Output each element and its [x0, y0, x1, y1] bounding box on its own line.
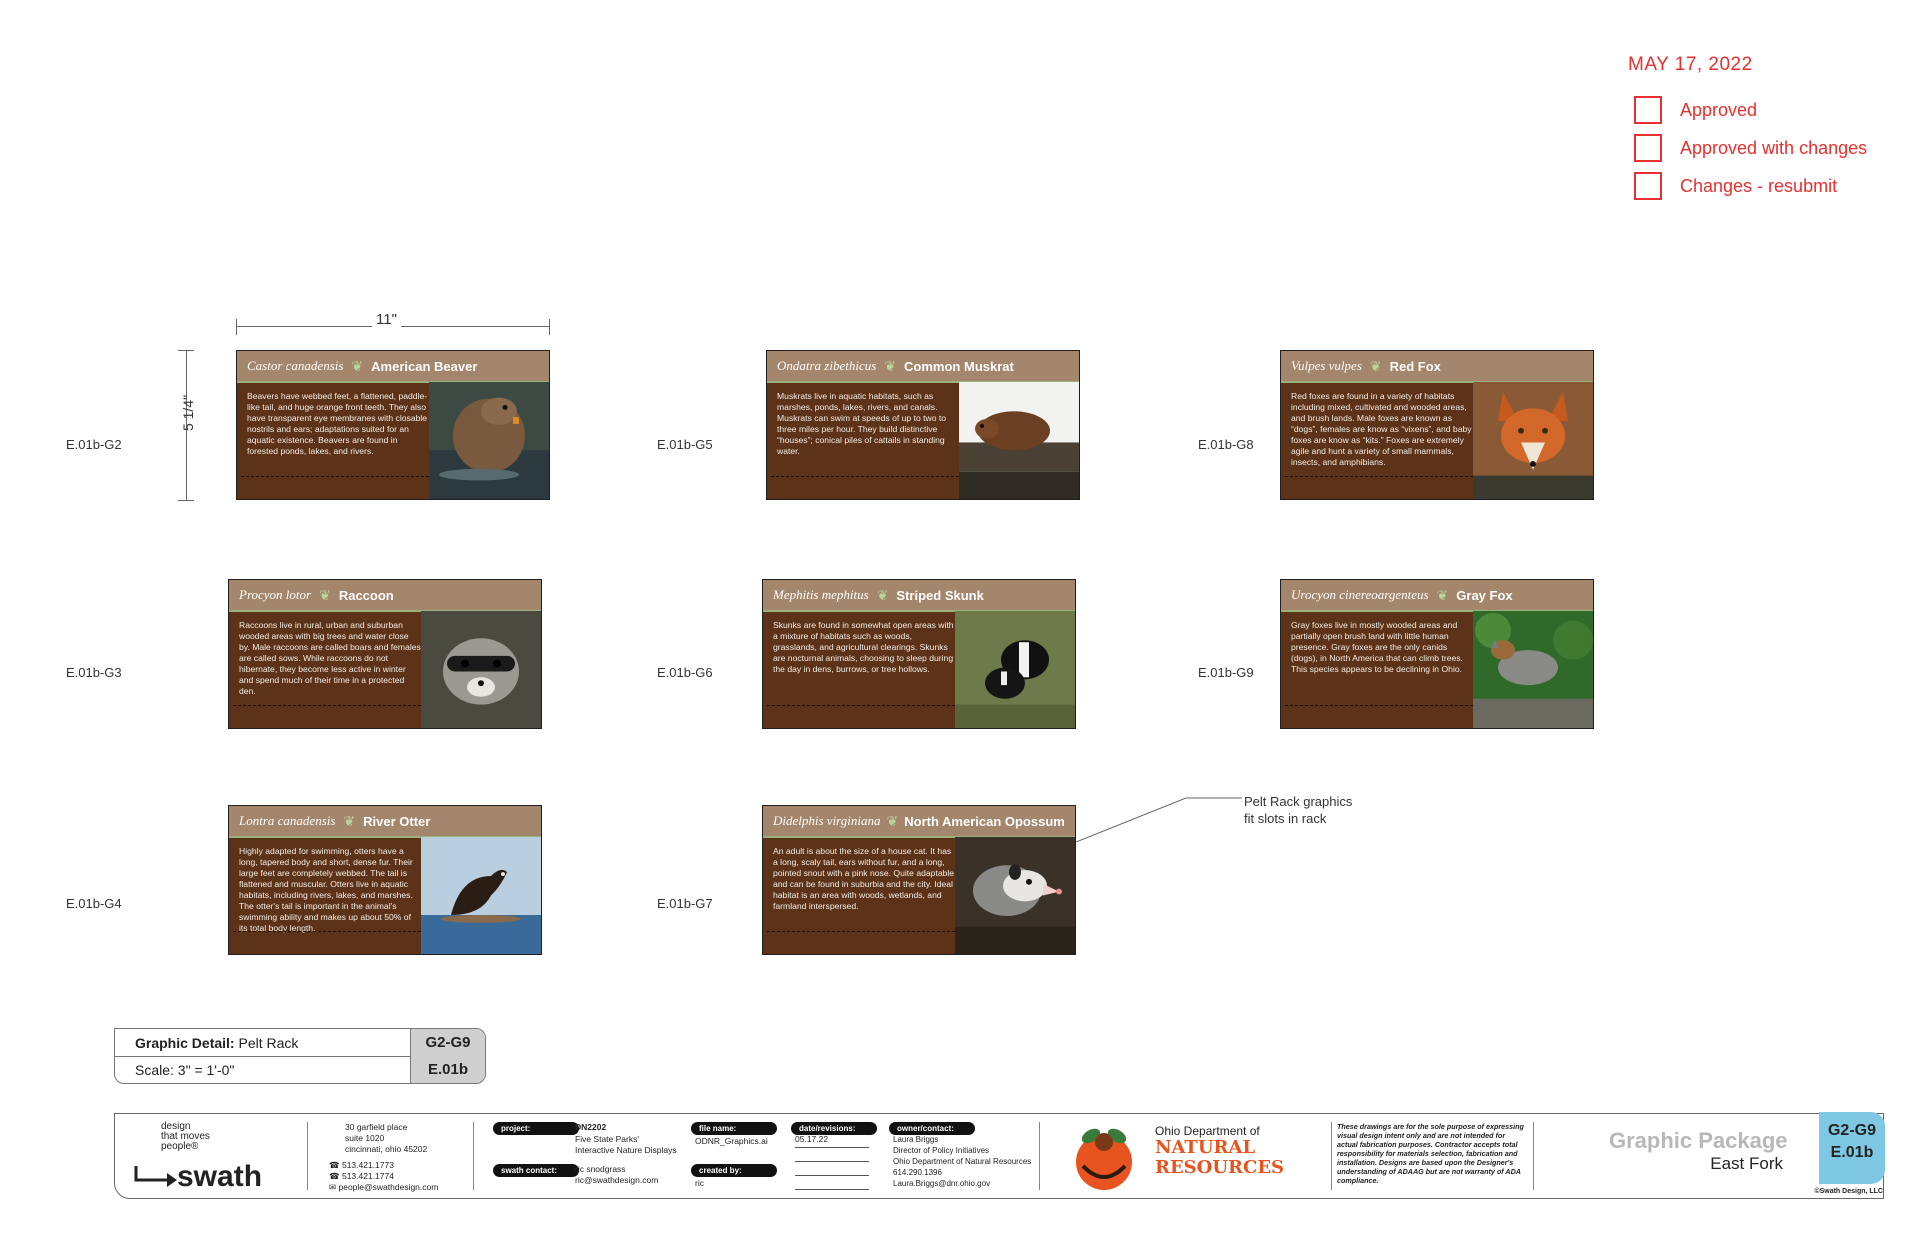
common-name: American Beaver	[371, 358, 478, 374]
height-dimension-tick-bottom	[178, 500, 194, 501]
approval-date: MAY 17, 2022	[1628, 54, 1753, 75]
cut-line	[241, 476, 429, 477]
height-dimension-label: 5 1/4"	[180, 394, 197, 432]
sign-description: Highly adapted for swimming, otters have a long, tapered body and short, dense fur. Their large feet are completely webbed. The tail is flattened and muscular. Otters live in aquatic habitats, including rivers, lakes, and marshes. The otter's tail is important in the animal's swimming ability and makes up about 50% of its total body length.	[239, 846, 413, 933]
cut-line	[233, 705, 421, 706]
disclaimer: These drawings are for the sole purpose of expressing visual design intent only and are not intended for actual fabrication purposes. Contractor accepts total responsibility for materials selection, fabrication and installation. Designs are based upon the Designer's understanding of ADAAG but are not warranty of ADA compliance.	[1337, 1122, 1524, 1185]
project-label: project:	[493, 1122, 579, 1135]
approval-option-approved-with-changes[interactable]	[1634, 134, 1867, 162]
revision-date: 05.17.22	[795, 1134, 829, 1144]
odnr-name-line1: Ohio Department of	[1155, 1124, 1260, 1138]
detail-code-bottom: E.01b	[410, 1056, 485, 1083]
swath-contact-info: ☎ 513.421.1773 ☎ 513.421.1774 ✉ people@swathdesign.com	[329, 1160, 439, 1192]
scientific-name: Procyon lotor	[239, 587, 312, 602]
callout-line-1: Pelt Rack graphics	[1244, 794, 1353, 809]
leaf-icon: ❦	[884, 357, 897, 374]
sign-common-muskrat	[766, 350, 1080, 500]
owner-contact: Laura Briggs Director of Policy Initiatives Ohio Department of Natural Resources 614.290.1396 Laura.Briggs@dnr.ohio.gov	[893, 1135, 1032, 1188]
leaf-icon: ❦	[1369, 357, 1382, 374]
sign-code-g4: E.01b-G4	[66, 896, 122, 911]
detail-code-top: G2-G9	[410, 1029, 485, 1056]
scientific-name: Urocyon cinereoargenteus	[1291, 587, 1429, 602]
gray-fox-photo	[1473, 611, 1593, 728]
common-name: Red Fox	[1389, 358, 1441, 374]
height-dimension-tick-top	[178, 350, 194, 351]
sign-raccoon	[228, 579, 542, 729]
width-dimension-label: 11"	[372, 311, 401, 328]
sign-american-beaver	[236, 350, 550, 500]
skunk-photo	[955, 611, 1075, 728]
approval-option-approved[interactable]	[1634, 96, 1757, 124]
swath-address: 30 garfield place suite 1020 cincinnati, ohio 45202	[345, 1122, 428, 1154]
sign-description: Muskrats live in aquatic habitats, such as marshes, ponds, lakes, rivers, and canals. Muskrats can swim at speeds of up to two to three miles per hour. They build distinctive “houses”; conical piles of cattails in standing water.	[777, 391, 947, 456]
common-name: River Otter	[363, 813, 431, 829]
graphic-package-title: Graphic Package	[1609, 1128, 1788, 1153]
sign-north-american-opossum	[762, 805, 1076, 955]
approval-option-changes-resubmit[interactable]	[1634, 172, 1837, 200]
sign-code-g9: E.01b-G9	[1198, 665, 1254, 680]
sign-code-g2: E.01b-G2	[66, 437, 122, 452]
sign-description: Beavers have webbed feet, a flattened, paddle-like tail, and huge orange front teeth. They also have transparent eye membranes with closable nostrils and ears; adaptations suited for an aquatic existence. Beavers are found in forested ponds, lakes, and rivers.	[247, 391, 428, 456]
sign-code-g3: E.01b-G3	[66, 665, 122, 680]
file-name: ODNR_Graphics.ai	[695, 1136, 768, 1146]
title-block	[114, 1113, 1884, 1199]
swath-logo: swath	[177, 1160, 263, 1193]
detail-scale: Scale: 3" = 1'-0"	[135, 1061, 235, 1078]
cut-line	[771, 476, 959, 477]
approved-with-changes-label: Approved with changes	[1680, 137, 1868, 158]
scientific-name: Castor canadensis	[247, 358, 344, 373]
common-name: Striped Skunk	[896, 587, 984, 603]
scientific-name: Vulpes vulpes	[1291, 358, 1362, 373]
approved-checkbox[interactable]	[1634, 96, 1662, 124]
sign-red-fox	[1280, 350, 1594, 500]
callout-leader-line	[1076, 794, 1246, 844]
detail-label-bold: Graphic Detail:	[135, 1034, 235, 1051]
sign-code-g8: E.01b-G8	[1198, 437, 1254, 452]
approved-label: Approved	[1680, 99, 1758, 120]
sign-gray-fox	[1280, 579, 1594, 729]
red-fox-photo	[1473, 382, 1593, 499]
sheet-code-top: G2-G9	[1827, 1122, 1876, 1139]
owner-contact-label: owner/contact:	[889, 1122, 975, 1135]
common-name: North American Opossum	[904, 813, 1065, 829]
leaf-icon: ❦	[1436, 586, 1449, 603]
odnr-logo-icon	[1069, 1122, 1139, 1192]
scientific-name: Lontra canadensis	[239, 813, 336, 828]
date-revisions-label: date/revisions:	[791, 1122, 877, 1135]
sign-description: Red foxes are found in a variety of habitats including mixed, cultivated and wooded areas, and brush lands. Male foxes are known as “dogs”, females are know as “vixens”, and baby foxes are know as “kits.” Foxes are extremely agile and hunt a variety of small mammals, insects, and amphibians.	[1291, 391, 1472, 467]
swath-contact: ric snodgrass ric@swathdesign.com	[575, 1164, 659, 1185]
file-name-label: file name:	[691, 1122, 777, 1135]
sign-code-g7: E.01b-G7	[657, 896, 713, 911]
sign-striped-skunk	[762, 579, 1076, 729]
email-icon: ✉	[329, 1182, 337, 1192]
sign-description: Skunks are found in somewhat open areas with a mixture of habitats such as woods, grasslands, and agricultural clearings. Skunks are nocturnal animals, choosing to sleep during the day in dens, burrows, or tree hollows.	[773, 620, 954, 674]
opossum-photo	[955, 837, 1075, 954]
graphic-detail-box	[114, 1028, 486, 1084]
sign-code-g6: E.01b-G6	[657, 665, 713, 680]
leaf-icon: ❦	[876, 586, 889, 603]
swath-arrow-logo	[133, 1164, 179, 1190]
sign-description: Raccoons live in rural, urban and suburban wooded areas with big trees and water close by. Male raccoons are called boars and females are called sows. While raccoons do not hibernate, they become less active in winter and spend much of their time in a protected den.	[239, 620, 421, 696]
cut-line	[233, 931, 421, 932]
changes-resubmit-label: Changes - resubmit	[1680, 175, 1838, 196]
cut-line	[1285, 476, 1473, 477]
sign-description: Gray foxes live in mostly wooded areas and partially open brush land with little human presence. Gray foxes are the only canids (dogs), in North America that can climb trees. This species appears to be declining in Ohio.	[1291, 620, 1463, 674]
location-name: East Fork	[1710, 1154, 1783, 1173]
callout-note	[1244, 793, 1352, 827]
sheet-code-badge	[1819, 1112, 1885, 1184]
project-code: DN2202	[575, 1122, 607, 1132]
leaf-icon: ❦	[343, 812, 356, 829]
brand-tagline: design that moves people®	[161, 1121, 210, 1152]
created-by: ric	[695, 1178, 704, 1188]
scientific-name: Didelphis virginiana	[773, 813, 881, 828]
leaf-icon: ❦	[351, 357, 364, 374]
odnr-name-main: NATURAL RESOURCES	[1155, 1137, 1285, 1178]
phone-icon: ☎	[329, 1160, 340, 1170]
cut-line	[767, 705, 955, 706]
swath-contact-label: swath contact:	[493, 1164, 579, 1177]
common-name: Raccoon	[338, 587, 394, 603]
detail-label: Pelt Rack	[238, 1034, 299, 1051]
common-name: Gray Fox	[1456, 587, 1513, 603]
sign-description: An adult is about the size of a house cat. It has a long, scaly tail, ears without fur, and a long, pointed snout with a pink nose. Quite adaptable and can be found in suburbia and the city. Ideal habitat is an area with woods, wetlands, and farmland interspersed.	[773, 846, 955, 911]
created-by-label: created by:	[691, 1164, 777, 1177]
fax-icon: ☎	[329, 1171, 340, 1181]
cut-line	[1285, 705, 1473, 706]
cut-line	[767, 931, 955, 932]
scientific-name: Ondatra zibethicus	[777, 358, 877, 373]
project-name: Five State Parks' Interactive Nature Displays	[575, 1134, 677, 1155]
scientific-name: Mephitis mephitus	[773, 587, 869, 602]
changes-resubmit-checkbox[interactable]	[1634, 172, 1662, 200]
leaf-icon: ❦	[886, 812, 899, 829]
sign-river-otter	[228, 805, 542, 955]
raccoon-photo	[421, 611, 541, 728]
approved-with-changes-checkbox[interactable]	[1634, 134, 1662, 162]
callout-line-2: fit slots in rack	[1244, 811, 1327, 826]
leaf-icon: ❦	[319, 586, 331, 603]
beaver-photo	[429, 382, 549, 499]
copyright: ©Swath Design, LLC	[1814, 1188, 1883, 1195]
sign-code-g5: E.01b-G5	[657, 437, 713, 452]
muskrat-photo	[959, 382, 1079, 499]
sheet-code-bottom: E.01b	[1830, 1144, 1874, 1161]
river-otter-photo	[421, 837, 541, 954]
common-name: Common Muskrat	[904, 358, 1014, 374]
